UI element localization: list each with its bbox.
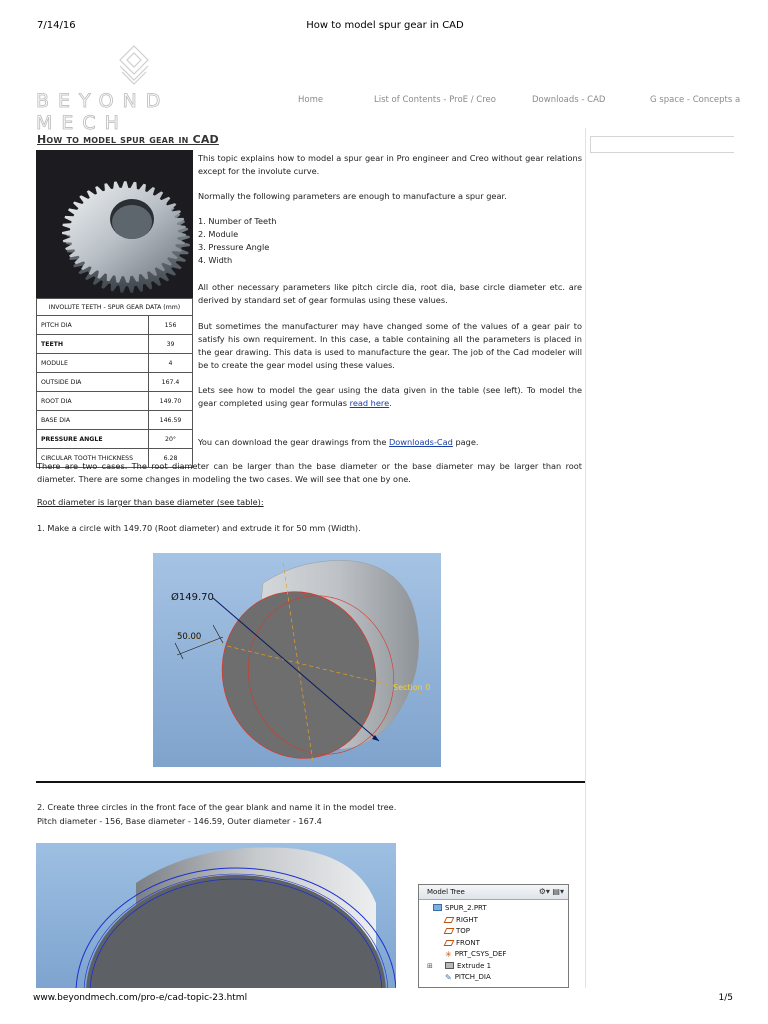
- gear-blank-figure: [36, 843, 396, 988]
- extrude-figure: [153, 553, 441, 767]
- tree-item-label: SPUR_2.PRT: [445, 904, 487, 912]
- sidebar-search-box[interactable]: [590, 136, 734, 153]
- section-divider: [36, 781, 585, 783]
- extrude-icon: [445, 962, 454, 969]
- table-row: [37, 335, 193, 354]
- page-url: www.beyondmech.com/pro-e/cad-topic-23.html: [33, 993, 248, 1003]
- sidebar-divider: [585, 128, 586, 988]
- read-here-suffix: .: [389, 398, 392, 408]
- row-label: CIRCULAR TOOTH THICKNESS: [37, 449, 149, 468]
- table-row: [37, 354, 193, 373]
- row-value: 146.59: [149, 411, 193, 430]
- nav-home[interactable]: Home: [298, 95, 324, 105]
- model-tree-list: [419, 900, 568, 984]
- tree-item-front[interactable]: [423, 938, 568, 950]
- gear-table-title: INVOLUTE TEETH - SPUR GEAR DATA (mm): [37, 299, 193, 316]
- row-value: 20°: [149, 430, 193, 449]
- print-title: How to model spur gear in CAD: [306, 20, 464, 31]
- tree-item-top[interactable]: [423, 926, 568, 938]
- spur-gear-image: [36, 150, 193, 298]
- table-row: [37, 316, 193, 335]
- row-label: TEETH: [37, 335, 149, 354]
- step-1-text: 1. Make a circle with 149.70 (Root diameter) and extrude it for 50 mm (Width).: [37, 523, 361, 533]
- row-label: ROOT DIA: [37, 392, 149, 411]
- tree-item-part[interactable]: [423, 903, 568, 915]
- logo-text: BEYOND MECH: [36, 90, 170, 134]
- row-label: PRESSURE ANGLE: [37, 430, 149, 449]
- row-value: 39: [149, 335, 193, 354]
- datum-plane-icon: [444, 940, 455, 946]
- table-row: [37, 411, 193, 430]
- table-row: [37, 392, 193, 411]
- diameter-dimension: Ø149.70: [171, 592, 214, 603]
- table-row: [37, 373, 193, 392]
- model-tree-title: Model Tree: [427, 888, 465, 896]
- print-date: 7/14/16: [37, 20, 76, 31]
- gear-data-table: [36, 298, 193, 468]
- tree-item-right[interactable]: [423, 915, 568, 927]
- tree-item-label: Extrude 1: [457, 961, 492, 970]
- tree-item-label: FRONT: [456, 938, 480, 947]
- row-value: 4: [149, 354, 193, 373]
- step-2-text: 2. Create three circles in the front face of the gear blank and name it in the model tree.: [37, 802, 397, 812]
- param-item: 1. Number of Teeth: [198, 216, 277, 226]
- tree-item-label: PITCH_DIA: [454, 973, 491, 981]
- row-value: 167.4: [149, 373, 193, 392]
- other-params-paragraph: All other necessary parameters like pitch circle dia, root dia, base circle diameter etc. are derived by standard set of gear formulas using these values.: [198, 282, 582, 305]
- section-label: Section 0: [393, 683, 431, 692]
- tree-item-csys[interactable]: [423, 949, 568, 961]
- part-icon: [433, 904, 442, 911]
- width-dimension: 50.00: [177, 632, 202, 642]
- param-item: 4. Width: [198, 255, 233, 265]
- manufacturer-paragraph: But sometimes the manufacturer may have changed some of the values of a gear pair to satisfy his own requirement. In this case, a table containing all the parameters is placed in the gear drawing. This data is used to manufacture the gear. The job of the Cad modeler will be to create the gear model using these values.: [198, 321, 582, 370]
- params-list: [198, 215, 276, 267]
- model-tree-header: [419, 885, 568, 900]
- tree-item-extrude[interactable]: [423, 961, 568, 973]
- csys-icon: ✳: [445, 950, 452, 959]
- row-value: 6.28: [149, 449, 193, 468]
- row-value: 156: [149, 316, 193, 335]
- tree-item-label: TOP: [456, 927, 471, 935]
- downloads-cad-link[interactable]: Downloads-Cad: [388, 437, 453, 447]
- row-value: 149.70: [149, 392, 193, 411]
- params-intro: Normally the following parameters are enough to manufacture a spur gear.: [198, 191, 507, 201]
- tree-item-pitch-dia[interactable]: [423, 972, 568, 984]
- lets-see-paragraph: [198, 384, 582, 410]
- nav-downloads-cad[interactable]: Downloads - CAD: [532, 95, 606, 105]
- download-prefix: You can download the gear drawings from the: [198, 437, 389, 447]
- site-logo[interactable]: [36, 44, 240, 134]
- case-heading: Root diameter is larger than base diameter (see table):: [37, 497, 264, 507]
- sketch-icon: ✎: [445, 973, 452, 982]
- tree-item-label: RIGHT: [456, 915, 478, 924]
- tree-settings-icon[interactable]: ⚙▾ ▤▾: [538, 887, 564, 896]
- datum-plane-icon: [444, 928, 455, 934]
- table-row: [37, 430, 193, 449]
- two-cases-paragraph: There are two cases. The root diameter can be larger than the base diameter or the base diameter may be larger than root diameter. There are some changes in modeling the two cases. We will see that one by one.: [37, 461, 582, 484]
- model-tree-panel: [418, 884, 569, 988]
- param-item: 3. Pressure Angle: [198, 242, 270, 252]
- lets-see-text: Lets see how to model the gear using the data given in the table (see left). To model the gear completed using gear formulas: [198, 385, 582, 408]
- row-label: OUTSIDE DIA: [37, 373, 149, 392]
- nav-list-of-contents[interactable]: List of Contents - ProE / Creo: [374, 95, 496, 105]
- download-paragraph: [198, 436, 582, 449]
- intro-paragraph: This topic explains how to model a spur gear in Pro engineer and Creo without gear relations except for the involute curve.: [198, 153, 582, 176]
- param-item: 2. Module: [198, 229, 239, 239]
- logo-diamond-icon: [36, 44, 240, 90]
- row-label: BASE DIA: [37, 411, 149, 430]
- nav-g-space[interactable]: G space - Concepts a: [650, 95, 741, 105]
- tree-item-label: PRT_CSYS_DEF: [454, 950, 507, 958]
- print-header: [37, 20, 733, 34]
- row-label: PITCH DIA: [37, 316, 149, 335]
- datum-plane-icon: [444, 917, 455, 923]
- step-2-diameters: Pitch diameter - 156, Base diameter - 146.59, Outer diameter - 167.4: [37, 816, 322, 826]
- read-here-link[interactable]: read here: [349, 398, 390, 408]
- expand-icon[interactable]: ⊞: [427, 961, 433, 970]
- row-label: MODULE: [37, 354, 149, 373]
- page-number: 1/5: [718, 993, 733, 1003]
- article-heading: How to model spur gear in CAD: [37, 133, 219, 146]
- download-suffix: page.: [452, 437, 479, 447]
